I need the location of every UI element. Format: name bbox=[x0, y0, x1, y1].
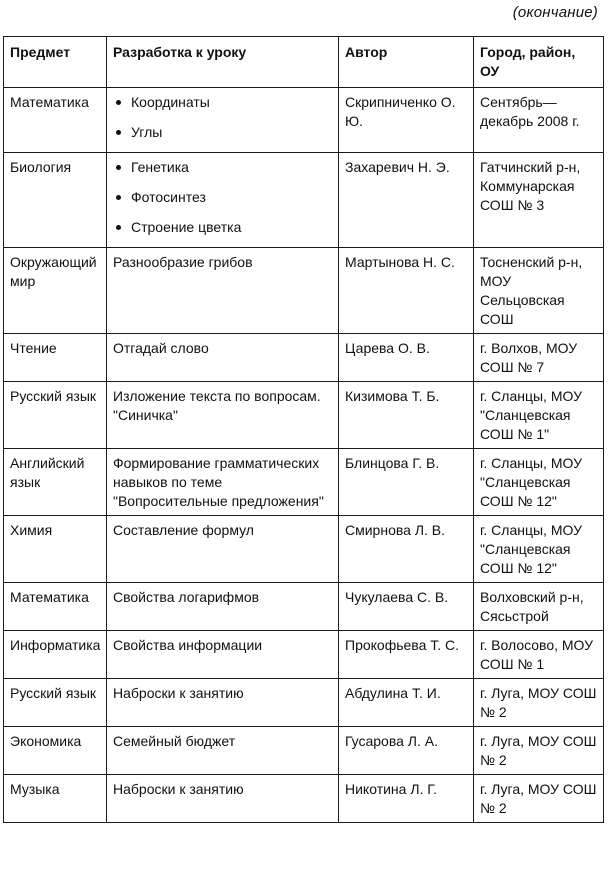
list-item: Фотосинтез bbox=[113, 188, 333, 207]
cell-lesson bbox=[107, 153, 339, 248]
cell-lesson: Формирование грамматических навыков по теме "Вопросительные предложения" bbox=[107, 449, 339, 516]
cell-subject: Английский язык bbox=[4, 449, 107, 516]
cell-place: г. Сланцы, МОУ "Сланцевская СОШ № 12" bbox=[474, 516, 604, 583]
cell-subject: Русский язык bbox=[4, 382, 107, 449]
cell-author: Гусарова Л. А. bbox=[339, 727, 474, 775]
cell-author: Прокофьева Т. С. bbox=[339, 631, 474, 679]
cell-author: Абдулина Т. И. bbox=[339, 679, 474, 727]
table-row bbox=[4, 88, 604, 153]
cell-author: Смирнова Л. В. bbox=[339, 516, 474, 583]
table-row bbox=[4, 516, 604, 583]
cell-author: Захаревич Н. Э. bbox=[339, 153, 474, 248]
cell-subject: Музыка bbox=[4, 775, 107, 823]
cell-lesson bbox=[107, 88, 339, 153]
cell-lesson: Свойства логарифмов bbox=[107, 583, 339, 631]
cell-author: Мартынова Н. С. bbox=[339, 248, 474, 334]
cell-place: г. Луга, МОУ СОШ № 2 bbox=[474, 679, 604, 727]
cell-author: Блинцова Г. В. bbox=[339, 449, 474, 516]
cell-lesson: Изложение текста по вопросам. "Синичка" bbox=[107, 382, 339, 449]
cell-lesson: Разнообразие грибов bbox=[107, 248, 339, 334]
cell-place: Гатчинский р-н, Коммунарская СОШ № 3 bbox=[474, 153, 604, 248]
cell-lesson: Семейный бюджет bbox=[107, 727, 339, 775]
cell-lesson: Отгадай слово bbox=[107, 334, 339, 382]
cell-author: Царева О. В. bbox=[339, 334, 474, 382]
table-row bbox=[4, 631, 604, 679]
cell-place: г. Луга, МОУ СОШ № 2 bbox=[474, 727, 604, 775]
lesson-list bbox=[113, 93, 333, 142]
cell-subject: Чтение bbox=[4, 334, 107, 382]
cell-subject: Биология bbox=[4, 153, 107, 248]
list-item: Углы bbox=[113, 123, 333, 142]
cell-place: г. Сланцы, МОУ "Сланцевская СОШ № 12" bbox=[474, 449, 604, 516]
table-header-row bbox=[4, 37, 604, 88]
list-item: Строение цветка bbox=[113, 218, 333, 237]
header-place: Город, район, ОУ bbox=[474, 37, 604, 88]
header-subject: Предмет bbox=[4, 37, 107, 88]
table-row bbox=[4, 153, 604, 248]
table-row bbox=[4, 382, 604, 449]
table-row bbox=[4, 679, 604, 727]
cell-place: Волховский р-н, Сясьстрой bbox=[474, 583, 604, 631]
table-row bbox=[4, 248, 604, 334]
cell-lesson: Наброски к занятию bbox=[107, 679, 339, 727]
cell-subject: Русский язык bbox=[4, 679, 107, 727]
cell-subject: Окружающий мир bbox=[4, 248, 107, 334]
cell-place: г. Волхов, МОУ СОШ № 7 bbox=[474, 334, 604, 382]
list-item: Координаты bbox=[113, 93, 333, 112]
cell-author: Чукулаева С. В. bbox=[339, 583, 474, 631]
cell-lesson: Составление формул bbox=[107, 516, 339, 583]
table-row bbox=[4, 334, 604, 382]
header-author: Автор bbox=[339, 37, 474, 88]
cell-subject: Математика bbox=[4, 88, 107, 153]
cell-lesson: Свойства информации bbox=[107, 631, 339, 679]
table-row bbox=[4, 449, 604, 516]
cell-place: г. Волосово, МОУ СОШ № 1 bbox=[474, 631, 604, 679]
header-lesson: Разработка к уроку bbox=[107, 37, 339, 88]
cell-place: г. Сланцы, МОУ "Сланцевская СОШ № 1" bbox=[474, 382, 604, 449]
cell-author: Скрипниченко О. Ю. bbox=[339, 88, 474, 153]
table-row bbox=[4, 727, 604, 775]
cell-place: Сентябрь—декабрь 2008 г. bbox=[474, 88, 604, 153]
cell-author: Кизимова Т. Б. bbox=[339, 382, 474, 449]
cell-subject: Экономика bbox=[4, 727, 107, 775]
lessons-table bbox=[3, 36, 604, 823]
lesson-list bbox=[113, 158, 333, 237]
table-row bbox=[4, 775, 604, 823]
cell-place: г. Луга, МОУ СОШ № 2 bbox=[474, 775, 604, 823]
table-continuation-caption: (окончание) bbox=[512, 4, 598, 21]
list-item: Генетика bbox=[113, 158, 333, 177]
cell-subject: Химия bbox=[4, 516, 107, 583]
cell-place: Тосненский р-н, МОУ Сельцовская СОШ bbox=[474, 248, 604, 334]
cell-author: Никотина Л. Г. bbox=[339, 775, 474, 823]
table-row bbox=[4, 583, 604, 631]
cell-subject: Математика bbox=[4, 583, 107, 631]
cell-lesson: Наброски к занятию bbox=[107, 775, 339, 823]
cell-subject: Информатика bbox=[4, 631, 107, 679]
